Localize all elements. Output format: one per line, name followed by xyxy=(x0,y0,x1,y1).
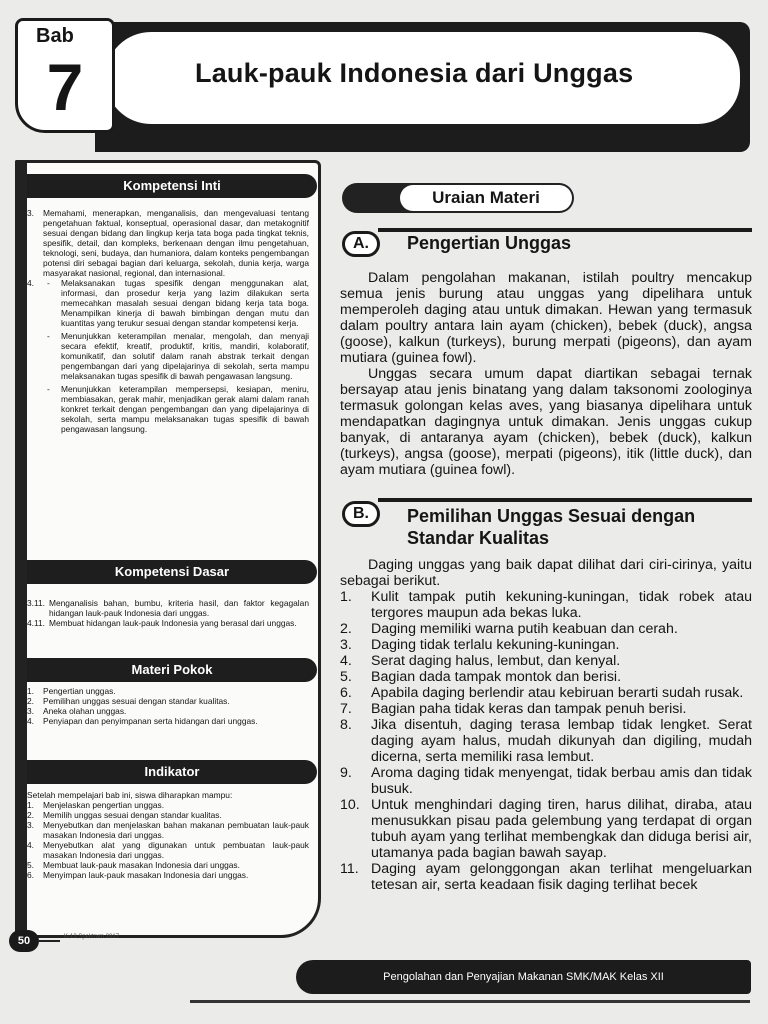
kompetensi-dasar-section xyxy=(23,598,309,628)
item-text: Bagian paha tidak keras dan tampak penuh berisi. xyxy=(371,701,687,717)
footer-rule xyxy=(190,1000,750,1003)
item-number: 10. xyxy=(340,797,360,813)
item-text: Membuat lauk-pauk masakan Indonesia dari unggas. xyxy=(43,860,240,870)
quality-criteria-list xyxy=(340,589,752,893)
list-item xyxy=(340,701,752,717)
item-number: 3.11. xyxy=(27,598,46,608)
dash-marker: - xyxy=(47,384,50,394)
chapter-label: Bab xyxy=(18,21,112,51)
list-item xyxy=(23,686,309,696)
section-b-title-line: Standar Kualitas xyxy=(407,528,550,548)
list-item xyxy=(340,669,752,685)
paragraph: Unggas secara umum dapat diartikan sebagai ternak bersayap atau jenis binatang yang dalam taksonomi zoologinya termasuk golongan kelas aves, yang biasanya dipelihara untuk mendapatkan dagingnya untuk dimakan. Jenis unggas cukup banyak, di antaranya ayam (chicken), bebek (duck), kalkun (turkeys), angsa (goose), merpati (pigeons), itik (little duck), dan ayam mutiara (guinea fowl). xyxy=(340,366,752,478)
section-b-rule xyxy=(378,498,752,502)
paragraph: Dalam pengolahan makanan, istilah poultry mencakup semua jenis burung atau unggas yang dipelihara untuk memperoleh daging atau untuk dimakan. Hewan yang termasuk dalam poultry antara lain ayam (chicken), bebek (duck), angsa (goose), kalkun (turkeys), burung merpati (pigeons), dan ayam mutiara (guinea fowl). xyxy=(340,270,752,366)
item-text: Menganalisis bahan, bumbu, kriteria hasil, dan faktor kegagalan hidangan lauk-pauk Indonesia dari unggas. xyxy=(49,598,309,618)
list-item xyxy=(23,706,309,716)
item-number: 2. xyxy=(27,696,34,706)
list-subitem xyxy=(23,278,309,328)
list-item xyxy=(340,685,752,701)
item-text: Membuat hidangan lauk-pauk Indonesia yang berasal dari unggas. xyxy=(49,618,297,628)
item-number: 6. xyxy=(27,870,34,880)
item-text: Menjelaskan pengertian unggas. xyxy=(43,800,165,810)
item-text: Daging ayam gelonggongan akan terlihat mengeluarkan tetesan air, serta keadaan fisik daging terlihat becek xyxy=(371,861,752,893)
list-item xyxy=(340,637,752,653)
list-item xyxy=(340,765,752,797)
list-item xyxy=(340,621,752,637)
chapter-number: 7 xyxy=(46,50,84,124)
item-number: 1. xyxy=(340,589,352,605)
item-text: Aneka olahan unggas. xyxy=(43,706,127,716)
section-b-title-line: Pemilihan Unggas Sesuai dengan xyxy=(407,506,696,526)
item-text: Bagian dada tampak montok dan berisi. xyxy=(371,669,622,685)
section-a-body xyxy=(340,270,752,478)
subitem-text: Menunjukkan keterampilan mempersepsi, kesiapan, meniru, membiasakan, gerak mahir, menjadikan gerak alami dalam ranah konkret terkait dengan pengembangan dan yang dipelajarinya di sekolah, serta mampu melaksanakan tugas spesifik di bawah pengawasan langsung. xyxy=(61,384,309,434)
materi-pokok-section xyxy=(23,686,309,726)
item-text: Serat daging halus, lembut, dan kenyal. xyxy=(371,653,621,669)
kompetensi-dasar-heading: Kompetensi Dasar xyxy=(27,560,317,584)
book-title-footer: Pengolahan dan Penyajian Makanan SMK/MAK Kelas XII xyxy=(296,960,751,994)
list-item xyxy=(340,589,752,621)
item-number: 3. xyxy=(340,637,352,653)
item-number: 8. xyxy=(340,717,352,733)
list-item xyxy=(23,800,309,810)
item-number: 6. xyxy=(340,685,352,701)
list-item xyxy=(340,797,752,861)
section-a-title: Pengertian Unggas xyxy=(407,233,572,253)
item-text: Untuk menghindari daging tiren, harus dilihat, diraba, atau menusukkan pisau pada gelembung yang terdapat di organ tubuh ayam yang terlihat membengkak dan diduga berisi air, utamanya pada bagian bawah sayap. xyxy=(371,797,752,861)
list-item xyxy=(340,861,752,893)
indikator-heading: Indikator xyxy=(27,760,317,784)
chapter-number-card xyxy=(15,18,115,133)
kompetensi-inti-section xyxy=(23,208,309,434)
uraian-materi-heading: Uraian Materi xyxy=(400,185,572,211)
list-item xyxy=(23,618,309,628)
item-text: Memilih unggas sesuai dengan standar kualitas. xyxy=(43,810,222,820)
item-number: 2. xyxy=(27,810,34,820)
list-item xyxy=(23,860,309,870)
list-item xyxy=(23,716,309,726)
dash-marker: - xyxy=(47,278,50,288)
list-item xyxy=(23,598,309,618)
item-number: 11. xyxy=(340,861,359,877)
list-item xyxy=(23,208,309,278)
item-text: Menyebutkan alat yang digunakan untuk pembuatan lauk-pauk masakan Indonesia dari unggas. xyxy=(43,840,309,860)
materi-pokok-heading: Materi Pokok xyxy=(27,658,317,682)
item-number: 3. xyxy=(27,706,34,716)
subitem-text: Menunjukkan keterampilan menalar, mengolah, dan menyaji secara efektif, kreatif, produktif, kritis, mandiri, kolaboratif, komunikatif, dan solutif dalam ranah abstrak terkait dengan pengembangan dari yang dipelajarinya di sekolah, serta mampu melaksanakan tugas spesifik di bawah pengawasan langsung. xyxy=(61,331,309,381)
list-item xyxy=(340,717,752,765)
chapter-title: Lauk-pauk Indonesia dari Unggas xyxy=(195,58,634,88)
page-number-rule xyxy=(38,940,60,942)
item-text: Memahami, menerapkan, menganalisis, dan mengevaluasi tentang pengetahuan faktual, konseptual, operasional dasar, dan metakognitif sesuai dengan bidang dan lingkup kerja tata boga pada tingkat teknis, spesifik, detail, dan kompleks, berkenaan dengan ilmu pengetahuan, teknologi, seni, budaya, dan humaniora, dalam konteks pengembangan potensi diri sebagai bagian dari keluarga, sekolah, dunia kerja, warga masyarakat nasional, regional, dan internasional. xyxy=(43,208,309,278)
publisher-note: K-13 Spektrum 2017 xyxy=(64,934,120,940)
list-subitem xyxy=(23,331,309,381)
competency-sidebar xyxy=(15,160,323,940)
list-item xyxy=(23,870,309,880)
item-number: 1. xyxy=(27,800,34,810)
section-b-badge: B. xyxy=(342,501,380,527)
item-text: Jika disentuh, daging terasa lembap tidak lengket. Serat daging ayam halus, mudah dikunyah dan digiling, mudah dicerna, serta memiliki rasa lembut. xyxy=(371,717,752,765)
item-text: Penyiapan dan penyimpanan serta hidangan dari unggas. xyxy=(43,716,258,726)
item-text: Menyimpan lauk-pauk masakan Indonesia dari unggas. xyxy=(43,870,249,880)
item-number: 3. xyxy=(27,820,34,830)
item-text: Daging memiliki warna putih keabuan dan cerah. xyxy=(371,621,678,637)
item-number: 7. xyxy=(340,701,352,717)
indikator-section xyxy=(23,790,309,880)
indikator-intro: Setelah mempelajari bab ini, siswa diharapkan mampu: xyxy=(27,790,233,800)
list-item xyxy=(23,810,309,820)
item-text: Aroma daging tidak menyengat, tidak berbau amis dan tidak busuk. xyxy=(371,765,752,797)
dash-marker: - xyxy=(47,331,50,341)
item-text: Pengertian unggas. xyxy=(43,686,116,696)
list-subitem xyxy=(23,384,309,434)
item-number: 5. xyxy=(340,669,352,685)
list-item xyxy=(23,696,309,706)
section-a-badge: A. xyxy=(342,231,380,257)
list-item xyxy=(23,840,309,860)
item-number: 4. xyxy=(340,653,352,669)
item-number: 1. xyxy=(27,686,34,696)
page-number: 50 xyxy=(9,930,39,952)
item-text: Apabila daging berlendir atau kebiruan berarti sudah rusak. xyxy=(371,685,744,701)
item-number: 4. xyxy=(27,716,34,726)
item-number: 9. xyxy=(340,765,352,781)
list-item xyxy=(340,653,752,669)
section-b-intro xyxy=(340,557,752,589)
item-number: 4. xyxy=(27,840,34,850)
section-b-title xyxy=(407,505,695,549)
kompetensi-inti-heading: Kompetensi Inti xyxy=(27,174,317,198)
item-number: 4. xyxy=(27,278,34,288)
item-number: 5. xyxy=(27,860,34,870)
list-item xyxy=(23,820,309,840)
item-number: 3. xyxy=(27,208,34,218)
item-number: 4.11. xyxy=(27,618,46,628)
item-text: Pemilihan unggas sesuai dengan standar kualitas. xyxy=(43,696,230,706)
subitem-text: Melaksanakan tugas spesifik dengan menggunakan alat, informasi, dan prosedur kerja yang lazim dilakukan serta memecahkan masalah sesuai dengan bidang kerja tata boga. Menampilkan kinerja di bawah bimbingan dengan mutu dan kuantitas yang terukur sesuai dengan standar kompetensi kerja. xyxy=(61,278,309,328)
item-text: Kulit tampak putih kekuning-kuningan, tidak robek atau tergores maupun ada bekas luka. xyxy=(371,589,752,621)
item-text: Menyebutkan dan menjelaskan bahan makanan pembuatan lauk-pauk masakan Indonesia dari unggas. xyxy=(43,820,309,840)
paragraph: Daging unggas yang baik dapat dilihat dari ciri-cirinya, yaitu sebagai berikut. xyxy=(340,557,752,589)
item-text: Daging tidak terlalu kekuning-kuningan. xyxy=(371,637,620,653)
item-number: 2. xyxy=(340,621,352,637)
